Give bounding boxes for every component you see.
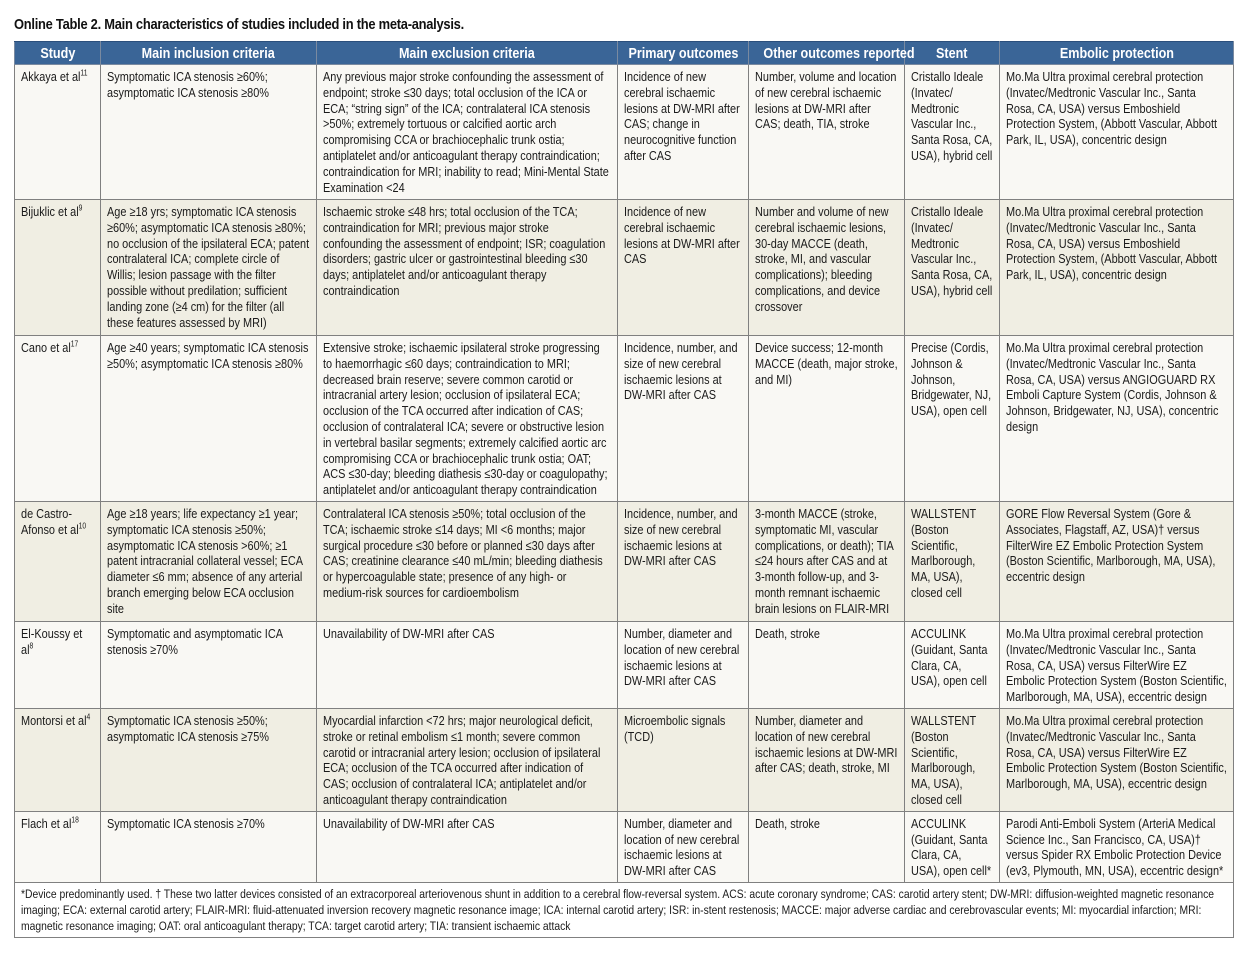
study-name: Flach et al (21, 815, 72, 831)
primary-outcomes-cell: Incidence, number, and size of new cerebral ischaemic lesions at DW-MRI after CAS (618, 502, 749, 622)
exclusion-cell: Any previous major stroke confounding the assessment of endpoint; stroke ≤30 days; total occlusion of the ICA or ECA; “string sign” of the ICA; contralateral ICA stenosis >50%; extremely tortuous or calcified aortic arch compromising CCA or brachiocephalic trunk ostia; antiplatelet and/or anticoagulant therapy contraindication; contraindication for MRI; inability to read; Mini-Mental State Examination <24 (317, 65, 618, 200)
inclusion-cell: Age ≥40 years; symptomatic ICA stenosis ≥50%; asymptomatic ICA stenosis ≥80% (101, 336, 317, 502)
col-header-primary-outcomes: Primary outcomes (618, 42, 749, 65)
col-header-embolic-protection: Embolic protection (1000, 42, 1234, 65)
inclusion-cell: Symptomatic ICA stenosis ≥70% (101, 811, 317, 882)
table-title: Online Table 2. Main characteristics of studies included in the meta-analysis. (14, 16, 464, 33)
other-outcomes-cell: Number, diameter and location of new cerebral ischaemic lesions at DW-MRI after CAS; death, stroke, MI (749, 709, 905, 812)
study-cell (15, 811, 101, 882)
inclusion-cell: Symptomatic ICA stenosis ≥60%; asymptomatic ICA stenosis ≥80% (101, 65, 317, 200)
study-name: Montorsi et al (21, 713, 87, 728)
reference-number: 11 (80, 68, 88, 78)
footnote-row (15, 882, 1234, 937)
stent-cell: WALLSTENT (Boston Scientific, Marlborough, MA, USA), closed cell (905, 709, 1000, 812)
table-row (15, 502, 1234, 622)
study-cell (15, 622, 101, 709)
other-outcomes-cell: Death, stroke (749, 622, 905, 709)
header-row (15, 42, 1234, 65)
inclusion-cell: Age ≥18 yrs; symptomatic ICA stenosis ≥60%; asymptomatic ICA stenosis ≥80%; no occlusion of the ipsilateral ECA; patent contralateral ICA; complete circle of Willis; lesion passage with the filter possible without predilation; sufficient landing zone (≥4 cm) for the filter (all these features assessed by MRI) (101, 200, 317, 336)
embolic-protection-cell: Mo.Ma Ultra proximal cerebral protection (Invatec/Medtronic Vascular Inc., Santa Rosa, CA, USA) versus Emboshield Protection System, (Abbott Vascular, Abbott Park, IL, USA), concentric design (1000, 65, 1234, 200)
other-outcomes-cell: 3-month MACCE (stroke, symptomatic MI, vascular complications, or death); TIA ≤24 hours after CAS and at 3-month follow-up, and 3-month remnant ischaemic brain lesions on FLAIR-MRI (749, 502, 905, 622)
col-header-exclusion: Main exclusion criteria (317, 42, 618, 65)
reference-number: 4 (86, 712, 91, 722)
reference-number: 8 (29, 641, 34, 651)
study-name: Akkaya et al (21, 69, 81, 84)
primary-outcomes-cell: Incidence of new cerebral ischaemic lesions at DW-MRI after CAS (618, 200, 749, 336)
exclusion-cell: Unavailability of DW-MRI after CAS (317, 622, 618, 709)
table-row (15, 336, 1234, 502)
embolic-protection-cell: Parodi Anti-Emboli System (ArteriA Medical Science Inc., San Francisco, CA, USA)† versus Spider RX Embolic Protection Device (ev3, Plymouth, MN, USA), eccentric design* (1000, 811, 1234, 882)
stent-cell: Cristallo Ideale (Invatec/ Medtronic Vascular Inc., Santa Rosa, CA, USA), hybrid cell (905, 65, 1000, 200)
col-header-other-outcomes: Other outcomes reported (749, 42, 905, 65)
exclusion-cell: Extensive stroke; ischaemic ipsilateral stroke progressing to haemorrhagic ≤60 days; contraindication to MRI; decreased brain reserve; severe common carotid or intracranial artery lesion; occlusion of ipsilateral ECA; occlusion of the TCA occurred after indication of CAS; occlusion of contralateral ICA; severe or obstructive lesion in vertebral basilar segments; extremely calcified aortic arc compromising CCA or brachiocephalic trunk ostia; OAT; ACS ≤30-day; bleeding diathesis ≤30-day or coagulopathy; antiplatelet and/or anticoagulant therapy contraindication (317, 336, 618, 502)
study-name: Cano et al (21, 340, 71, 355)
reference-number: 10 (78, 521, 87, 531)
characteristics-table (14, 41, 1234, 938)
col-header-inclusion: Main inclusion criteria (101, 42, 317, 65)
inclusion-cell: Symptomatic and asymptomatic ICA stenosis ≥70% (101, 622, 317, 709)
primary-outcomes-cell: Number, diameter and location of new cerebral ischaemic lesions at DW-MRI after CAS (618, 811, 749, 882)
exclusion-cell: Ischaemic stroke ≤48 hrs; total occlusion of the TCA; contraindication for MRI; previous major stroke confounding the assessment of endpoint; ISR; coagulation disorders; gastric ulcer or gastrointestinal bleeding ≤30 days; antiplatelet and/or anticoagulant therapy contraindication (317, 200, 618, 336)
study-cell (15, 709, 101, 812)
primary-outcomes-cell: Incidence, number, and size of new cerebral ischaemic lesions at DW-MRI after CAS (618, 336, 749, 502)
exclusion-cell: Contralateral ICA stenosis ≥50%; total occlusion of the TCA; ischaemic stroke ≤14 days; MI <6 months; major surgical procedure ≤30 before or planned ≤30 days after CAS; creatinine clearance ≤40 mL/min; bleeding diathesis or hypercoagulable state; presence of any high- or medium-risk sources for cardioembolism (317, 502, 618, 622)
stent-cell: ACCULINK (Guidant, Santa Clara, CA, USA), open cell* (905, 811, 1000, 882)
stent-cell: WALLSTENT (Boston Scientific, Marlborough, MA, USA), closed cell (905, 502, 1000, 622)
stent-cell: Cristallo Ideale (Invatec/ Medtronic Vascular Inc., Santa Rosa, CA, USA), hybrid cell (905, 200, 1000, 336)
study-name: de Castro-Afonso et al (21, 506, 79, 537)
table-row (15, 811, 1234, 882)
other-outcomes-cell: Death, stroke (749, 811, 905, 882)
reference-number: 17 (70, 339, 79, 349)
primary-outcomes-cell: Incidence of new cerebral ischaemic lesions at DW-MRI after CAS; change in neurocognitive function after CAS (618, 65, 749, 200)
primary-outcomes-cell: Number, diameter and location of new cerebral ischaemic lesions at DW-MRI after CAS (618, 622, 749, 709)
study-name: Bijuklic et al (21, 204, 79, 219)
embolic-protection-cell: Mo.Ma Ultra proximal cerebral protection (Invatec/Medtronic Vascular Inc., Santa Rosa, CA, USA) versus ANGIOGUARD RX Emboli Capture System (Cordis, Johnson & Johnson, Bridgewater, NJ, USA), concentric design (1000, 336, 1234, 502)
reference-number: 18 (71, 815, 79, 825)
other-outcomes-cell: Number, volume and location of new cerebral ischaemic lesions at DW-MRI after CAS; death, TIA, stroke (749, 65, 905, 200)
col-header-study: Study (15, 42, 101, 65)
col-header-stent: Stent (905, 42, 1000, 65)
table-row (15, 65, 1234, 200)
study-name: El-Koussy et al (21, 626, 83, 657)
primary-outcomes-cell: Microembolic signals (TCD) (618, 709, 749, 812)
inclusion-cell: Symptomatic ICA stenosis ≥50%; asymptomatic ICA stenosis ≥75% (101, 709, 317, 812)
embolic-protection-cell: Mo.Ma Ultra proximal cerebral protection (Invatec/Medtronic Vascular Inc., Santa Rosa, CA, USA) versus FilterWire EZ Embolic Protection System (Boston Scientific, Marlborough, MA, USA), eccentric design (1000, 622, 1234, 709)
stent-cell: ACCULINK (Guidant, Santa Clara, CA, USA), open cell (905, 622, 1000, 709)
study-cell (15, 502, 101, 622)
exclusion-cell: Myocardial infarction <72 hrs; major neurological deficit, stroke or retinal embolism ≤1 month; severe common carotid or intracranial artery lesion; occlusion of ipsilateral ECA; occlusion of the TCA occurred after indication of CAS; occlusion of contralateral ICA; antiplatelet and/or anticoagulant therapy contraindication (317, 709, 618, 812)
reference-number: 9 (78, 203, 83, 213)
table-row (15, 200, 1234, 336)
study-cell (15, 336, 101, 502)
study-cell (15, 65, 101, 200)
footnote: *Device predominantly used. † These two latter devices consisted of an extracorporeal arteriovenous shunt in addition to a cerebral flow-reversal system. ACS: acute coronary syndrome; CAS: carotid artery stent; DW-MRI: diffusion-weighted magnetic resonance imaging; ECA: external carotid artery; FLAIR-MRI: fluid-attenuated inversion recovery magnetic resonance image; ICA: internal carotid artery; ISR: in-stent restenosis; MACCE: major adverse cardiac and cerebrovascular events; MI: myocardial infarction; MRI: magnetic resonance imaging; OAT: oral anticoagulant therapy; TCA: target carotid artery; TIA: transient ischaemic attack (15, 882, 1234, 937)
embolic-protection-cell: Mo.Ma Ultra proximal cerebral protection (Invatec/Medtronic Vascular Inc., Santa Rosa, CA, USA) versus Emboshield Protection System, (Abbott Vascular, Abbott Park, IL, USA), concentric design (1000, 200, 1234, 336)
other-outcomes-cell: Device success; 12-month MACCE (death, major stroke, and MI) (749, 336, 905, 502)
embolic-protection-cell: GORE Flow Reversal System (Gore & Associates, Flagstaff, AZ, USA)† versus FilterWire EZ Embolic Protection System (Boston Scientific, Marlborough, MA, USA), eccentric design (1000, 502, 1234, 622)
table-row (15, 622, 1234, 709)
inclusion-cell: Age ≥18 years; life expectancy ≥1 year; symptomatic ICA stenosis ≥50%; asymptomatic ICA stenosis >60%; ≥1 patent intracranial collateral vessel; ECA diameter ≤6 mm; absence of any arterial branch emerging below ECA occlusion site (101, 502, 317, 622)
embolic-protection-cell: Mo.Ma Ultra proximal cerebral protection (Invatec/Medtronic Vascular Inc., Santa Rosa, CA, USA) versus FilterWire EZ Embolic Protection System (Boston Scientific, Marlborough, MA, USA), eccentric design (1000, 709, 1234, 812)
table-row (15, 709, 1234, 812)
stent-cell: Precise (Cordis, Johnson & Johnson, Bridgewater, NJ, USA), open cell (905, 336, 1000, 502)
exclusion-cell: Unavailability of DW-MRI after CAS (317, 811, 618, 882)
other-outcomes-cell: Number and volume of new cerebral ischaemic lesions, 30-day MACCE (death, stroke, MI, and vascular complications); bleeding complications, and device crossover (749, 200, 905, 336)
study-cell (15, 200, 101, 336)
